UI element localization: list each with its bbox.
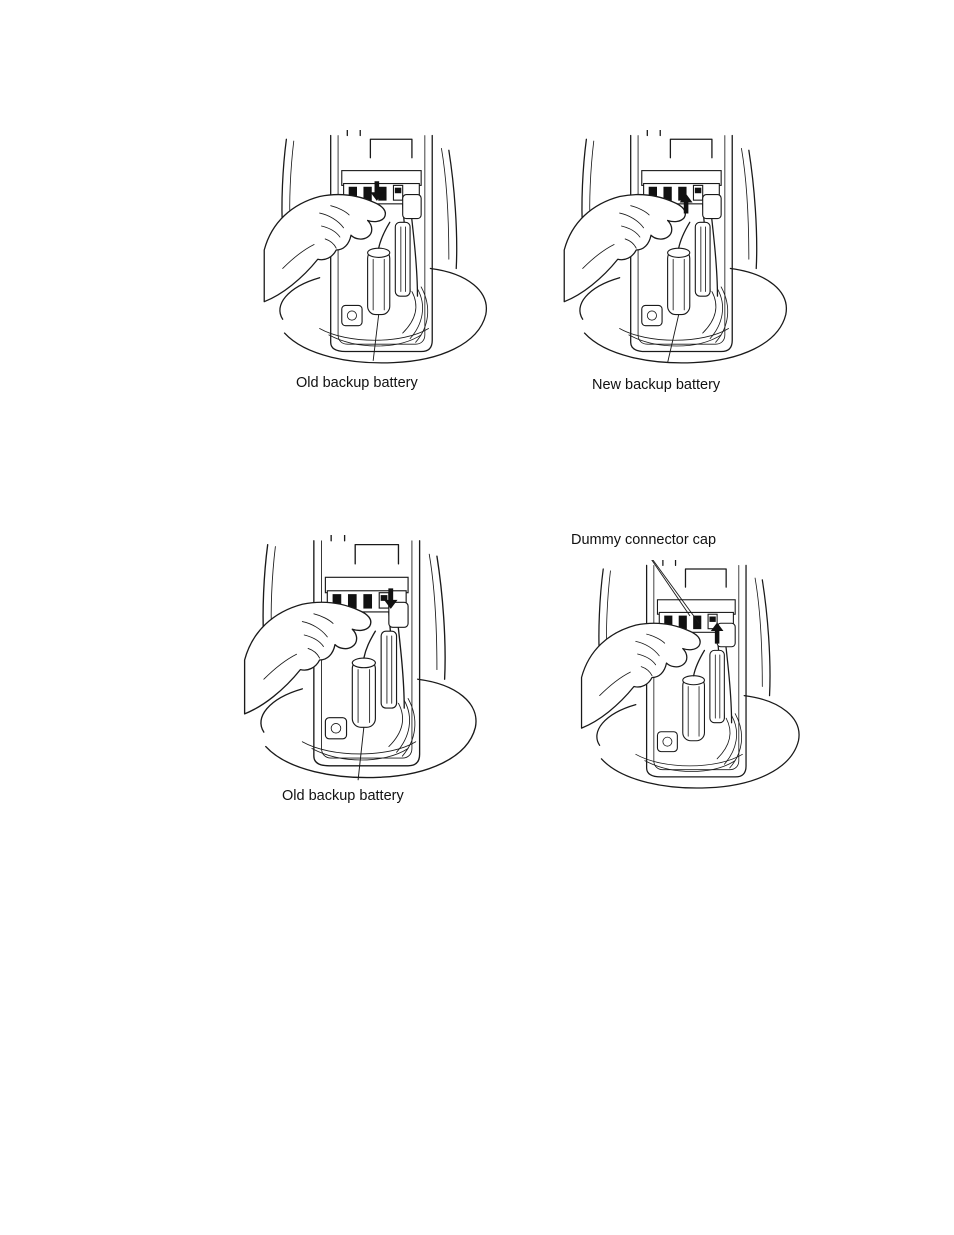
figure-3-old-battery [235, 535, 485, 785]
battery-replacement-illustration [555, 130, 795, 370]
figure-3-caption: Old backup battery [282, 788, 404, 804]
figure-2-caption: New backup battery [592, 377, 721, 393]
figure-4-dummy-cap [570, 560, 810, 795]
figure-4-caption: Dummy connector cap [571, 532, 717, 548]
figure-1-caption: Old backup battery [296, 375, 418, 391]
figure-2-new-battery [555, 130, 795, 370]
battery-replacement-illustration [235, 535, 485, 785]
figure-1-old-battery [255, 130, 495, 370]
connector-cap-illustration [570, 560, 810, 795]
battery-replacement-illustration [255, 130, 495, 370]
